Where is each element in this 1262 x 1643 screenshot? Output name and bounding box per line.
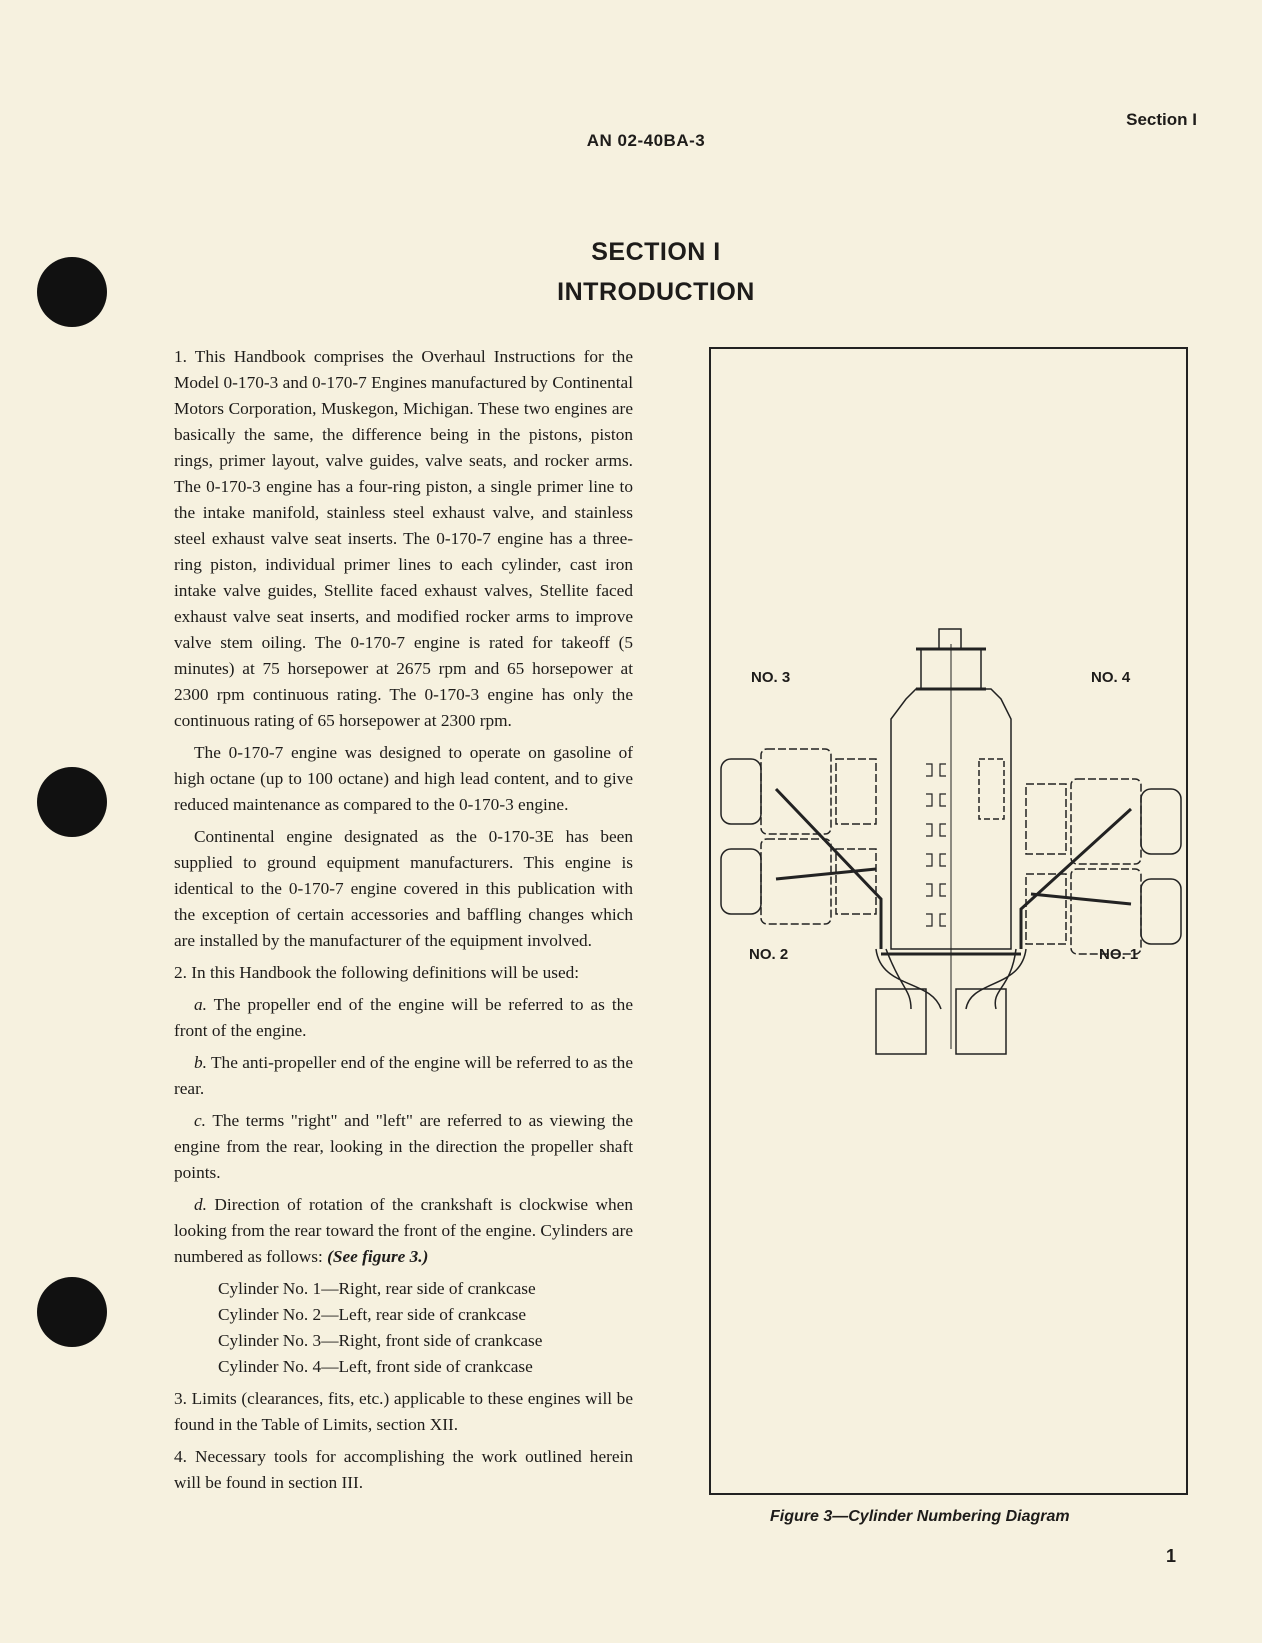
definition-letter: a.: [194, 995, 207, 1014]
paragraph-4: 4. Necessary tools for accomplishing the work outlined herein will be found in section III.: [174, 1447, 633, 1492]
engine-diagram: [711, 349, 1186, 1493]
definition-text: The terms "right" and "left" are referred to as viewing the engine from the rear, looking in the direction the propeller shaft points.: [174, 1111, 633, 1182]
cylinder-item: Cylinder No. 1—Right, rear side of crankcase: [218, 1279, 536, 1298]
binder-hole: [37, 767, 107, 837]
body-text: [174, 344, 633, 1502]
page-title: INTRODUCTION: [557, 278, 755, 306]
label-no1: NO. 1: [1099, 946, 1139, 963]
cylinder-no2: [721, 839, 876, 924]
cylinder-no4: [1026, 779, 1181, 864]
section-title: SECTION I: [591, 238, 721, 266]
cylinder-no3: [721, 749, 876, 834]
definition-letter: c.: [194, 1111, 206, 1130]
paragraph-1b: The 0-170-7 engine was designed to operate on gasoline of high octane (up to 100 octane) and high lead content, and to give reduced maintenance as compared to the 0-170-3 engine.: [174, 743, 633, 814]
cylinder-item: Cylinder No. 2—Left, rear side of crankcase: [218, 1305, 527, 1324]
document-number: AN 02-40BA-3: [586, 131, 706, 150]
cylinder-item: Cylinder No. 4—Left, front side of crankcase: [218, 1357, 533, 1376]
definition-text: Direction of rotation of the crankshaft is clockwise when looking from the rear toward the front of the engine. Cylinders are numbered as follows:: [174, 1195, 633, 1266]
paragraph-2: 2. In this Handbook the following definitions will be used:: [174, 963, 580, 982]
definition-d: [174, 1192, 633, 1270]
label-no2: NO. 2: [749, 946, 789, 963]
definition-letter: b.: [194, 1053, 207, 1072]
figure-frame: [709, 347, 1188, 1495]
section-header: Section I: [1126, 110, 1197, 129]
definition-text: The anti-propeller end of the engine will be referred to as the rear.: [174, 1053, 633, 1098]
paragraph-1c: Continental engine designated as the 0-170-3E has been supplied to ground equipment manufacturers. This engine is identical to the 0-170-7 engine covered in this publication with the exception of certain accessories and baffling changes which are installed by the manufacturer of the equipment involved.: [174, 827, 633, 950]
definition-a: [174, 992, 633, 1044]
label-no4: NO. 4: [1091, 669, 1131, 686]
cylinder-item: Cylinder No. 3—Right, front side of crankcase: [218, 1331, 543, 1350]
figure-caption: Figure 3—Cylinder Numbering Diagram: [770, 1508, 1070, 1525]
paragraph-3: 3. Limits (clearances, fits, etc.) applicable to these engines will be found in the Table of Limits, section XII.: [174, 1389, 633, 1434]
binder-hole: [37, 1277, 107, 1347]
definition-b: [174, 1050, 633, 1102]
paragraph-1: 1. This Handbook comprises the Overhaul Instructions for the Model 0-170-3 and 0-170-7 Engines manufactured by Continental Motors Corporation, Muskegon, Michigan. These two engines are basically the same, the difference being in the pistons, piston rings, primer layout, valve guides, valve seats, and rocker arms. The 0-170-3 engine has a four-ring piston, a single primer line to the intake manifold, stainless steel exhaust valve, and stainless steel exhaust valve seat inserts. The 0-170-7 engine has a three-ring piston, individual primer lines to each cylinder, cast iron intake valve guides, Stellite faced exhaust valves, Stellite faced exhaust valve seat inserts, and modified rocker arms to improve valve stem oiling. The 0-170-7 engine is rated for takeoff (5 minutes) at 75 horsepower at 2675 rpm and 65 horsepower at 2300 rpm continuous rating. The 0-170-3 engine has only the continuous rating of 65 horsepower at 2300 rpm.: [174, 347, 633, 730]
definition-c: [174, 1108, 633, 1186]
definition-letter: d.: [194, 1195, 207, 1214]
label-no3: NO. 3: [751, 669, 791, 686]
page-number: 1: [1165, 1546, 1176, 1566]
figure-reference: (See figure 3.): [327, 1247, 429, 1266]
definition-text: The propeller end of the engine will be referred to as the front of the engine.: [174, 995, 633, 1040]
